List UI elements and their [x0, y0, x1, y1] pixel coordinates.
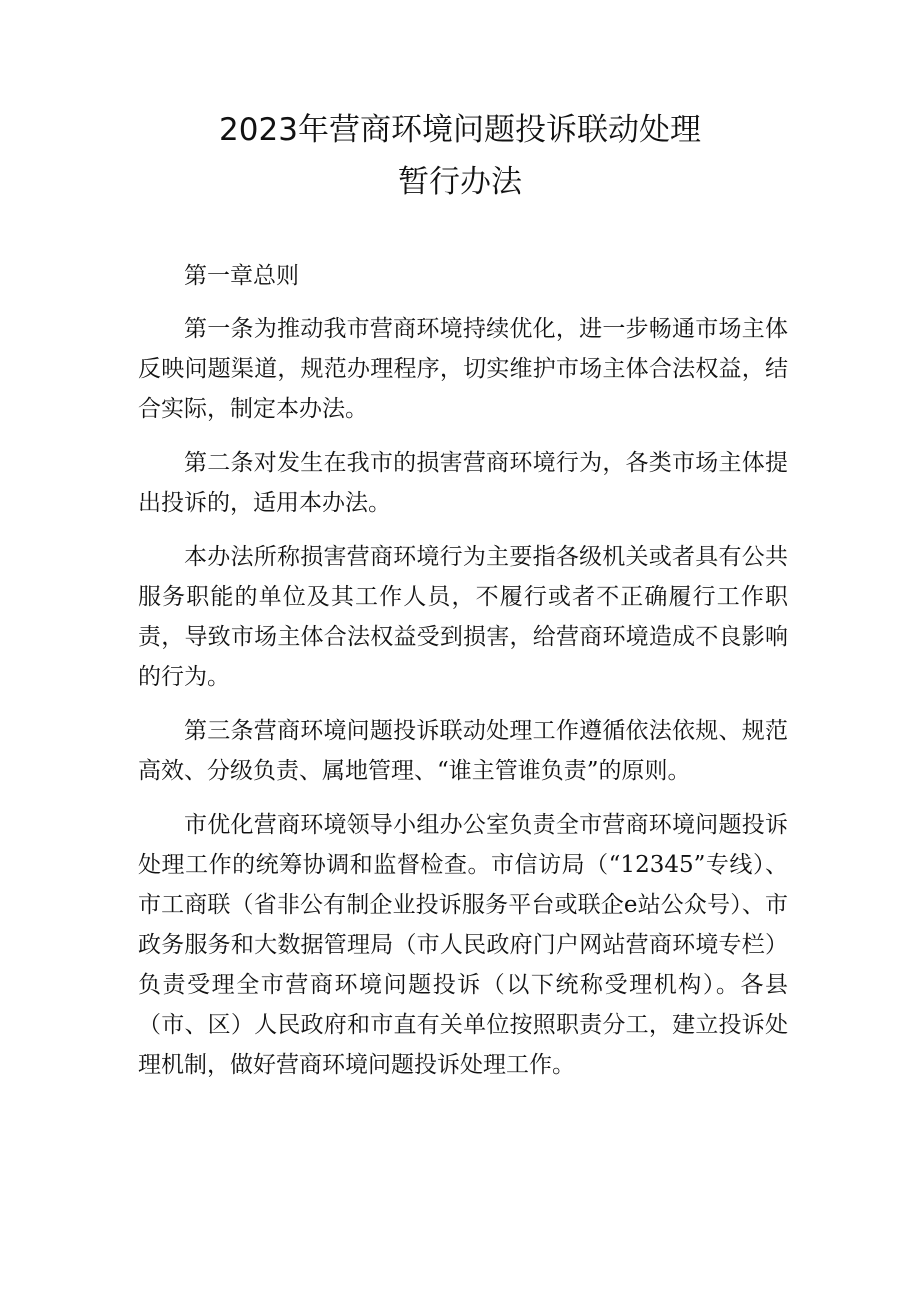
- document-title-line-2: 暂行办法: [398, 164, 522, 200]
- definition-paragraph: 本办法所称损害营商环境行为主要指各级机关或者具有公共服务职能的单位及其工作人员，不履行或者不正确履行工作职责，导致市场主体合法权益受到损害，给营商环境造成不良影响的行为。: [138, 544, 788, 690]
- document-body: [138, 256, 788, 1099]
- document-title-line-1: 2023年营商环境问题投诉联动处理: [219, 112, 701, 148]
- article-3-paragraph: 第三条营商环境问题投诉联动处理工作遵循依法依规、规范高效、分级负责、属地管理、“谁主管谁负责”的原则。: [138, 718, 788, 784]
- article-1-paragraph: 第一条为推动我市营商环境持续优化，进一步畅通市场主体反映问题渠道，规范办理程序，切实维护市场主体合法权益，结合实际，制定本办法。: [138, 316, 788, 422]
- chapter-heading: 第一章总则: [184, 263, 299, 289]
- responsibility-paragraph: 市优化营商环境领导小组办公室负责全市营商环境问题投诉处理工作的统筹协调和监督检查。市信访局（“12345”专线）、市工商联（省非公有制企业投诉服务平台或联企e站公众号）、市政务服务和大数据管理局（市人民政府门户网站营商环境专栏）负责受理全市营商环境问题投诉（以下统称受理机构）。各县（市、区）人民政府和市直有关单位按照职责分工，建立投诉处理机制，做好营商环境问题投诉处理工作。: [138, 812, 788, 1078]
- article-2-paragraph: 第二条对发生在我市的损害营商环境行为，各类市场主体提出投诉的，适用本办法。: [138, 450, 788, 516]
